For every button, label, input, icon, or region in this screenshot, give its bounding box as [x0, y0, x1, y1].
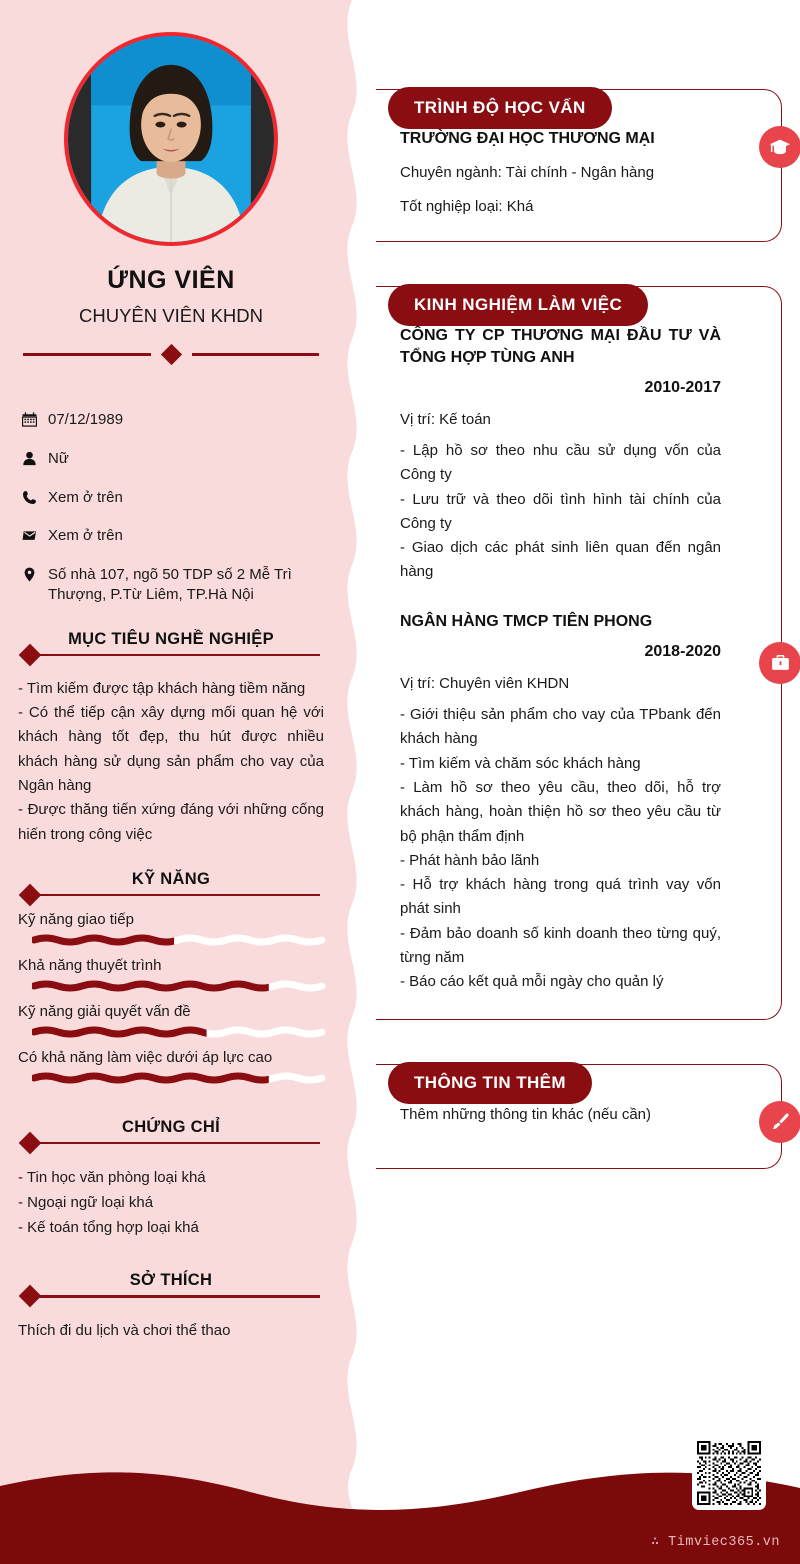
candidate-role: CHUYÊN VIÊN KHDN — [79, 305, 263, 326]
divider-line-right — [192, 353, 320, 356]
contact-value-gender: Nữ — [48, 449, 69, 467]
skill-bar-wave-0 — [32, 931, 328, 947]
job-org-line1: CÔNG TY CP THƯƠNG MẠI ĐẦU TƯ VÀ — [400, 326, 721, 344]
certificates-header — [18, 1119, 324, 1149]
skill-bar — [32, 977, 324, 993]
job-period: 2010-2017 — [644, 378, 721, 396]
skill-item — [18, 911, 324, 947]
briefcase-icon — [759, 642, 800, 684]
person-icon — [22, 449, 48, 466]
education-major: Chuyên ngành: Tài chính - Ngân hàng — [400, 164, 655, 182]
skills-title: KỸ NĂNG — [131, 869, 211, 888]
job-bullet: - Báo cáo kết quả mỗi ngày cho quản lý — [400, 973, 664, 991]
contact-row-birthdate — [22, 410, 324, 430]
hobbies-body — [18, 1318, 324, 1343]
skill-label: Có khả năng làm việc dưới áp lực cao — [18, 1048, 273, 1066]
skill-item — [18, 957, 324, 993]
contact-row-gender — [22, 449, 324, 469]
skill-bar-wave-1 — [32, 977, 328, 993]
job-bullet: - Làm hồ sơ theo yêu cầu, theo dõi, hỗ trợ khách hàng, hoàn thiện hồ sơ theo yêu cầu từ bộ phận thẩm định — [400, 778, 721, 845]
brand-watermark: ∴ Timviec365.vn — [650, 1535, 780, 1550]
job-position: Vị trí: Kế toán — [400, 410, 491, 428]
contact-row-phone — [22, 488, 324, 508]
job-period: 2018-2020 — [644, 642, 721, 660]
hobbies-header — [18, 1272, 324, 1302]
contact-value-address: Số nhà 107, ngõ 50 TDP số 2 Mễ Trì Thượng, P.Từ Liêm, TP.Hà Nội — [48, 566, 292, 603]
education-school: TRƯỜNG ĐẠI HỌC THƯƠNG MẠI — [400, 130, 655, 147]
hobbies-title: SỞ THÍCH — [129, 1271, 213, 1290]
contact-row-email — [22, 526, 324, 546]
job-bullets — [400, 703, 721, 995]
objective-title: MỤC TIÊU NGHỀ NGHIỆP — [68, 629, 274, 648]
job-bullet: - Hỗ trợ khách hàng trong quá trình vay vốn phát sinh — [400, 876, 721, 918]
calendar-icon — [22, 410, 48, 427]
contact-value-phone: Xem ở trên — [48, 488, 123, 506]
skill-bar-wave-2 — [32, 1023, 328, 1039]
education-grade: Tốt nghiệp loại: Khá — [400, 198, 534, 216]
hobbies-rule — [30, 1295, 320, 1298]
section-certificates — [18, 1119, 324, 1241]
skill-item — [18, 1049, 324, 1085]
job-bullet: - Giao dịch các phát sinh liên quan đến ngân hàng — [400, 539, 721, 581]
skill-bar — [32, 1069, 324, 1085]
job-bullet: - Tìm kiếm và chăm sóc khách hàng — [400, 754, 641, 772]
section-hobbies — [18, 1272, 324, 1343]
job-bullet: - Phát hành bảo lãnh — [400, 851, 540, 869]
objective-body — [18, 677, 324, 847]
left-sidebar-panel — [0, 0, 372, 1508]
hobby-line: Thích đi du lịch và chơi thể thao — [18, 1322, 231, 1340]
divider-diamond — [160, 344, 181, 365]
job-position: Vị trí: Chuyên viên KHDN — [400, 674, 570, 692]
divider-line-left — [23, 353, 151, 356]
skill-bar — [32, 931, 324, 947]
certificates-body — [18, 1165, 324, 1241]
objective-line: - Có thể tiếp cận xây dựng mối quan hệ với khách hàng tốt đẹp, thu hút được nhiều khách hàng sử dụng sản phẩm cho vay của Ngân hàng — [18, 704, 324, 794]
qr-code-image — [697, 1441, 761, 1505]
skills-header — [18, 871, 324, 901]
experience-card — [376, 286, 782, 1020]
objective-rule — [30, 654, 320, 657]
job-bullet: - Lập hồ sơ theo nhu cầu sử dụng vốn của Công ty — [400, 441, 721, 484]
contact-value-birthdate: 07/12/1989 — [48, 411, 124, 428]
section-skills — [18, 871, 324, 1085]
objective-line: - Được thăng tiến xứng đáng với những cống hiến trong công việc — [18, 801, 324, 843]
job-org — [400, 325, 721, 369]
certificate-line: - Ngoại ngữ loại khá — [18, 1194, 154, 1212]
name-divider — [23, 347, 319, 362]
right-content-column — [372, 0, 800, 1179]
additional-pill-title: THÔNG TIN THÊM — [388, 1062, 592, 1104]
avatar — [64, 32, 278, 246]
graduation-cap-icon — [759, 126, 800, 168]
experience-pill-title: KINH NGHIỆM LÀM VIỆC — [388, 284, 648, 326]
objective-header — [18, 631, 324, 661]
experience-job — [400, 611, 721, 995]
envelope-icon — [22, 526, 48, 543]
education-pill-title: TRÌNH ĐỘ HỌC VẤN — [388, 87, 612, 129]
contact-row-address — [22, 565, 324, 605]
objective-line: - Tìm kiếm được tập khách hàng tiềm năng — [18, 679, 306, 697]
location-pin-icon — [22, 565, 48, 582]
qr-code[interactable] — [692, 1436, 766, 1510]
experience-job — [400, 325, 721, 585]
additional-text: Thêm những thông tin khác (nếu cần) — [400, 1105, 652, 1123]
certificates-title: CHỨNG CHỈ — [122, 1117, 220, 1136]
contact-list — [18, 410, 324, 605]
skill-label: Kỹ năng giao tiếp — [18, 910, 134, 928]
skill-label: Kỹ năng giải quyết vấn đề — [18, 1002, 191, 1020]
section-experience — [372, 286, 782, 1020]
skills-rule — [30, 894, 320, 897]
contact-value-email: Xem ở trên — [48, 527, 123, 545]
certificate-line: - Kế toán tổng hợp loại khá — [18, 1219, 199, 1237]
skill-item — [18, 1003, 324, 1039]
job-bullets — [400, 439, 721, 585]
job-org-line2: TỔNG HỢP TÙNG ANH — [400, 348, 575, 366]
job-bullet: - Lưu trữ và theo dõi tình hình tài chính của Công ty — [400, 490, 721, 532]
skill-label: Khả năng thuyết trình — [18, 956, 162, 974]
section-objective — [18, 631, 324, 847]
section-additional-info — [372, 1064, 782, 1169]
certificates-rule — [30, 1142, 320, 1145]
portrait-photo — [68, 36, 274, 242]
phone-icon — [22, 488, 48, 505]
paintbrush-icon — [759, 1101, 800, 1143]
section-education — [372, 89, 782, 242]
skill-bar-wave-3 — [32, 1069, 328, 1085]
candidate-name: ỨNG VIÊN — [107, 266, 235, 294]
certificate-line: - Tin học văn phòng loại khá — [18, 1168, 206, 1186]
job-bullet: - Đảm bảo doanh số kinh doanh theo từng quý, từng năm — [400, 924, 721, 967]
job-bullet: - Giới thiệu sản phẩm cho vay của TPbank đến khách hàng — [400, 706, 721, 748]
skill-bar — [32, 1023, 324, 1039]
job-org: NGÂN HÀNG TMCP TIÊN PHONG — [400, 612, 653, 630]
